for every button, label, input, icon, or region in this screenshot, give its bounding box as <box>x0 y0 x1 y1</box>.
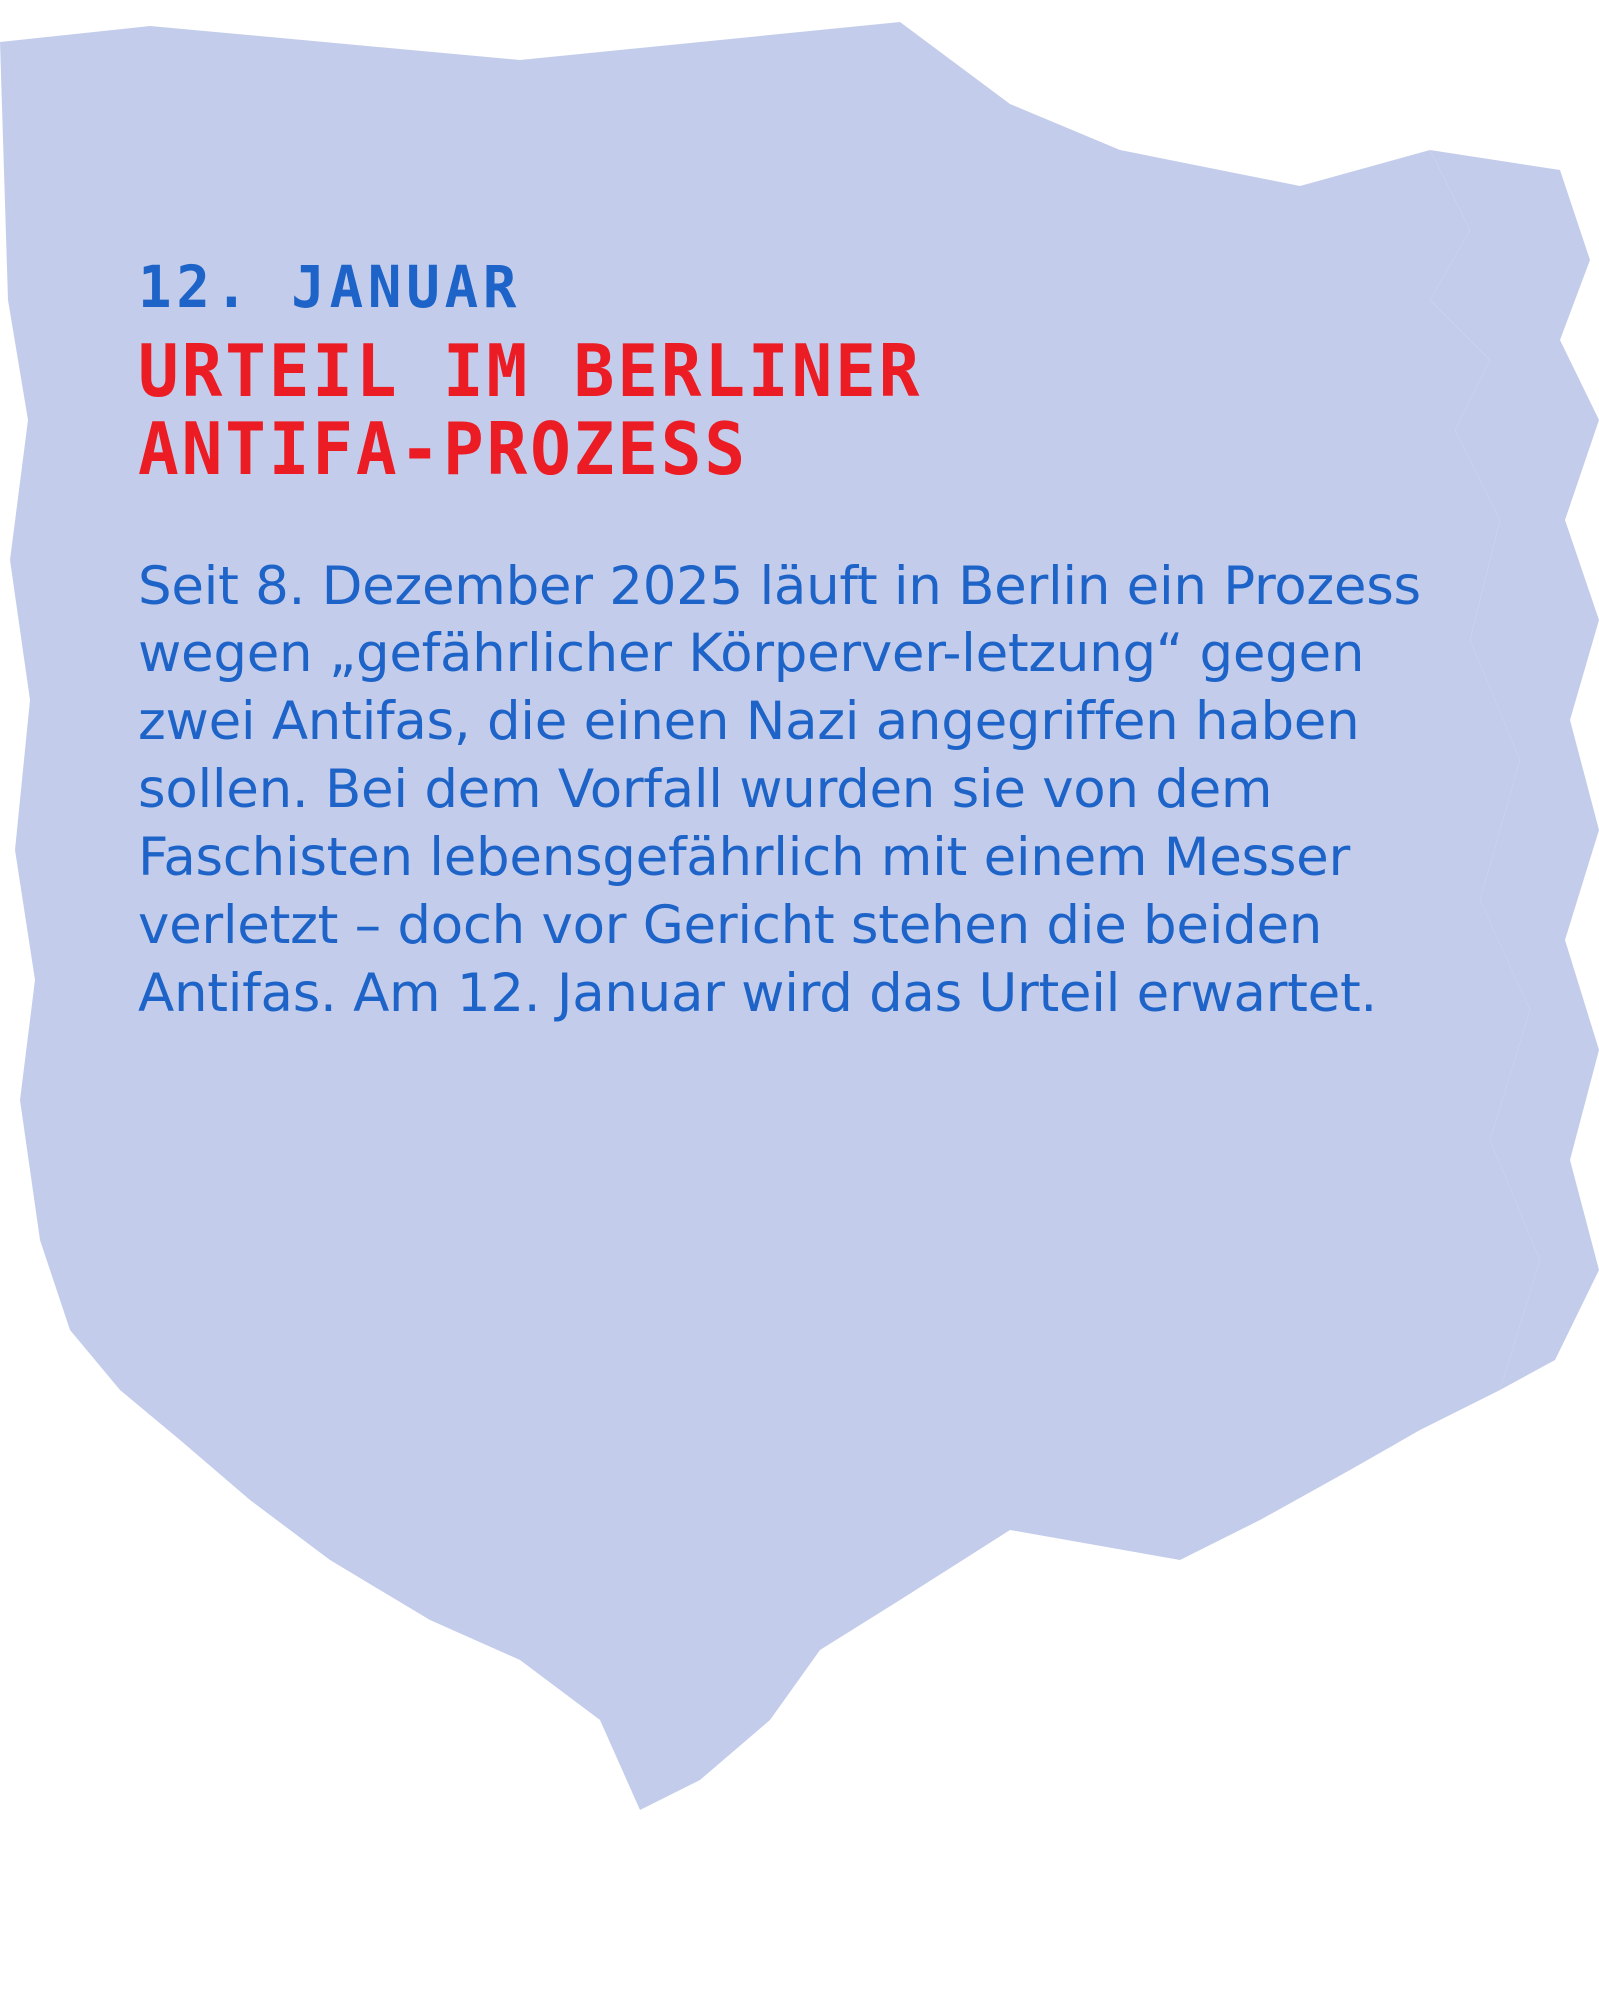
page-title <box>138 329 1379 491</box>
card-content <box>138 253 1458 1027</box>
headline-line-2: ANTIFA-PROZESS <box>138 406 748 491</box>
body-paragraph: Seit 8. Dezember 2025 läuft in Berlin ein Prozess wegen „gefährlicher Körperver-letzung“ gegen zwei Antifas, die einen Nazi angegriffen haben sollen. Bei dem Vorfall wurden sie von dem Faschisten lebensgefährlich mit einem Messer verletzt – doch vor Gericht stehen die beiden Antifas. Am 12. Januar wird das Urteil erwartet. <box>138 555 1421 1024</box>
headline-line-1: URTEIL IM BERLINER <box>138 329 923 414</box>
date-kicker: 12. JANUAR <box>138 253 522 321</box>
